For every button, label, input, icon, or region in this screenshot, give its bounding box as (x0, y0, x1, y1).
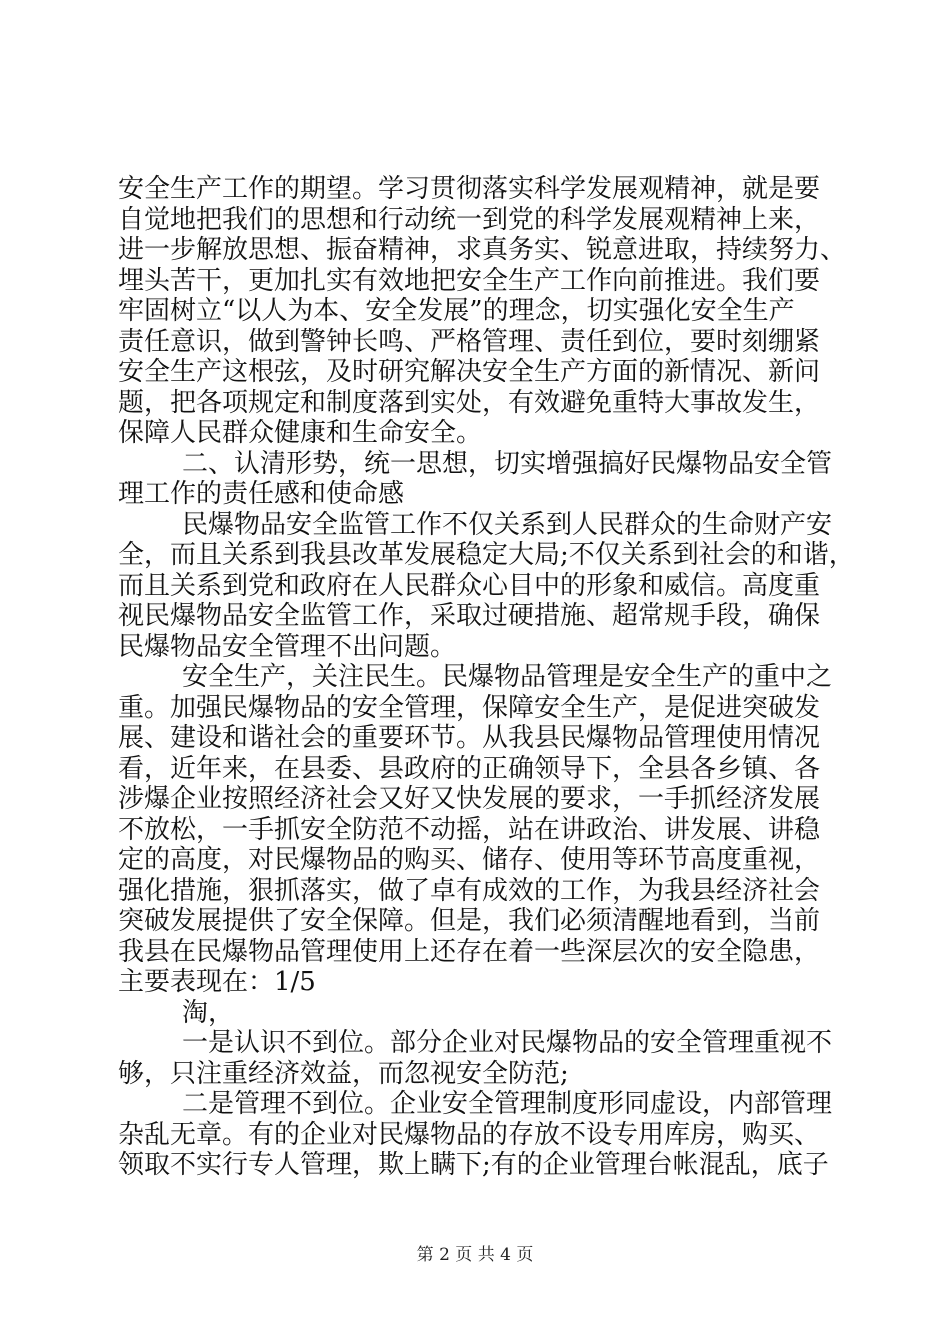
text-line: 进一步解放思想、振奋精神，求真务实、锐意进取，持续努力、 (118, 235, 847, 265)
text-line: 责任意识，做到警钟长鸣、严格管理、责任到位，要时刻绷紧 (118, 326, 821, 357)
text-line: 淘， (182, 997, 235, 1028)
text-line: 牢固树立“以人为本、安全发展”的理念，切实强化安全生产 (118, 296, 795, 326)
text-line: 定的高度，对民爆物品的购买、储存、使用等环节高度重视， (118, 845, 821, 875)
text-line: 自觉地把我们的思想和行动统一到党的科学发展观精神上来， (118, 204, 821, 235)
page-number-footer: 第 2 页 共 4 页 (416, 1245, 534, 1265)
section-heading-line: 理工作的责任感和使命感 (118, 479, 405, 509)
text-line: 安全生产，关注民生。民爆物品管理是安全生产的重中之 (182, 662, 833, 692)
text-line: 主要表现在：1/5 (118, 967, 316, 997)
text-line: 看，近年来，在县委、县政府的正确领导下，全县各乡镇、各 (118, 753, 821, 784)
text-line: 杂乱无章。有的企业对民爆物品的存放不设专用库房，购买、 (118, 1119, 821, 1150)
text-line: 涉爆企业按照经济社会又好又快发展的要求，一手抓经济发展 (118, 784, 821, 814)
text-line: 二是管理不到位。企业安全管理制度形同虚设，内部管理 (182, 1089, 833, 1119)
text-line: 全，而且关系到我县改革发展稳定大局;不仅关系到社会的和谐， (118, 540, 855, 570)
text-line: 视民爆物品安全监管工作，采取过硬措施、超常规手段，确保 (118, 601, 821, 631)
document-body (118, 174, 855, 1181)
text-line: 够，只注重经济效益，而忽视安全防范; (118, 1058, 569, 1089)
text-line: 突破发展提供了安全保障。但是，我们必须清醒地看到，当前 (118, 906, 821, 936)
text-line: 题，把各项规定和制度落到实处，有效避免重特大事故发生， (118, 387, 821, 418)
text-line: 强化措施，狠抓落实，做了卓有成效的工作，为我县经济社会 (118, 875, 821, 906)
text-line: 展、建设和谐社会的重要环节。从我县民爆物品管理使用情况 (118, 723, 821, 753)
text-line: 民爆物品安全管理不出问题。 (118, 631, 457, 662)
text-line: 安全生产这根弦，及时研究解决安全生产方面的新情况、新问 (118, 357, 821, 387)
text-line: 不放松，一手抓安全防范不动摇，站在讲政治、讲发展、讲稳 (118, 814, 821, 845)
text-line: 我县在民爆物品管理使用上还存在着一些深层次的安全隐患， (118, 936, 821, 967)
text-line: 保障人民群众健康和生命安全。 (118, 418, 483, 448)
text-line: 一是认识不到位。部分企业对民爆物品的安全管理重视不 (182, 1028, 833, 1058)
section-heading-line: 二、认清形势，统一思想，切实增强搞好民爆物品安全管 (182, 448, 833, 479)
text-line: 埋头苦干，更加扎实有效地把安全生产工作向前推进。我们要 (118, 265, 821, 296)
text-line: 领取不实行专人管理，欺上瞒下;有的企业管理台帐混乱，底子 (118, 1150, 829, 1180)
text-line: 安全生产工作的期望。学习贯彻落实科学发展观精神，就是要 (118, 174, 821, 204)
text-line: 重。加强民爆物品的安全管理，保障安全生产，是促进突破发 (118, 692, 821, 723)
text-line: 而且关系到党和政府在人民群众心目中的形象和威信。高度重 (118, 570, 821, 601)
text-line: 民爆物品安全监管工作不仅关系到人民群众的生命财产安 (182, 509, 833, 540)
